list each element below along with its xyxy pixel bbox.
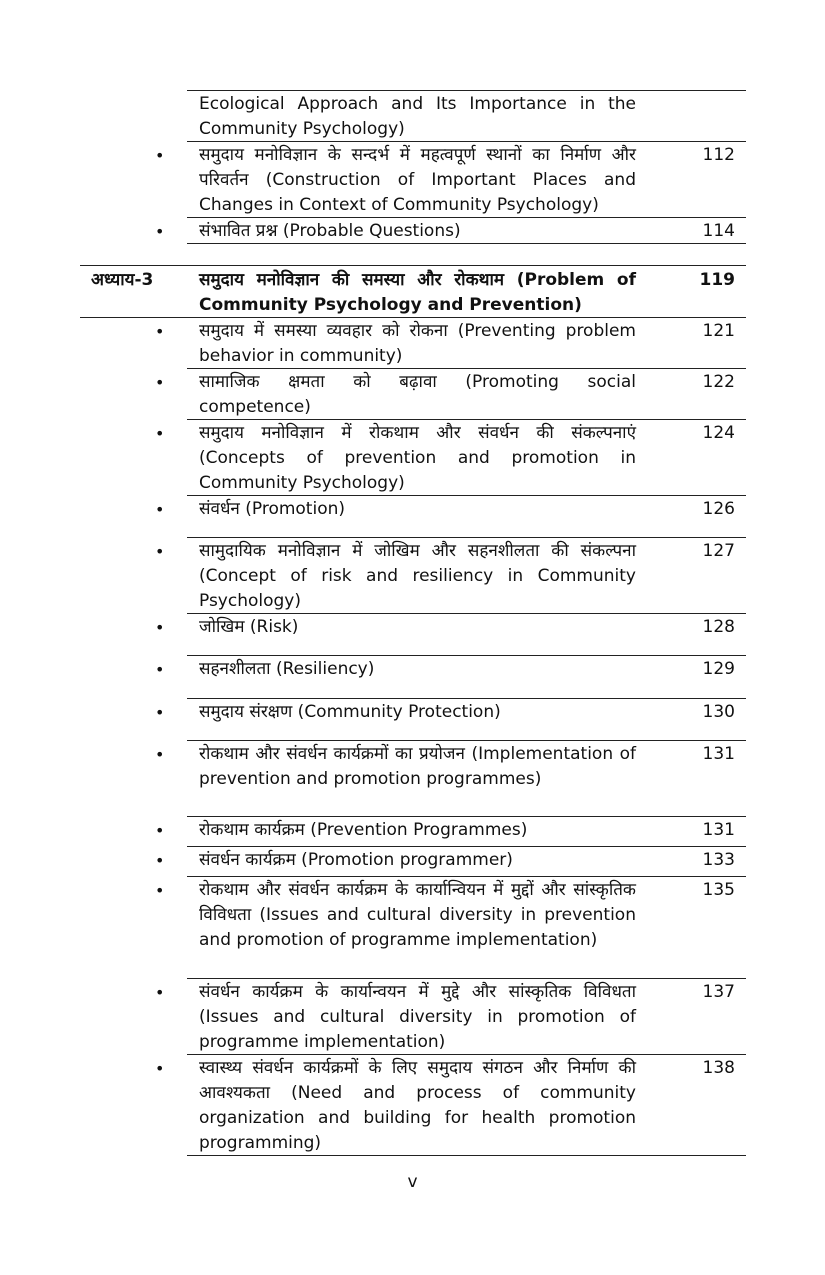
toc-entry-text: सामाजिक क्षमता को बढ़ावा (Promoting social competence) [199,372,636,417]
divider [187,1054,746,1055]
bullet-icon: • [155,322,165,341]
bullet-icon: • [155,500,165,519]
chapter-title: समुदाय मनोविज्ञान की समस्या और रोकथाम (Problem of Community Psychology and Prevention) [199,270,636,315]
bullet-icon: • [155,660,165,679]
toc-page-number: 126 [702,499,735,519]
toc-page-number: 121 [702,321,735,341]
toc-page-number: 124 [702,423,735,443]
bullet-icon: • [155,222,165,241]
bullet-icon: • [155,703,165,722]
toc-page-number: 133 [702,850,735,870]
chapter-divider [80,265,746,266]
toc-entry-text: जोखिम (Risk) [199,617,299,637]
page-number-footer: v [407,1172,418,1192]
toc-page-number: 112 [702,145,735,165]
bullet-icon: • [155,1059,165,1078]
divider [187,243,746,244]
chapter-divider [80,317,746,318]
bullet-icon: • [155,542,165,561]
toc-entry-text: संवर्धन कार्यक्रम के कार्यान्वयन में मुद्दे और सांस्कृतिक विविधता (Issues and cultural diversity in promotion of programme implementation) [199,982,636,1052]
divider [187,978,746,979]
divider [187,876,746,877]
toc-entry-text: Ecological Approach and Its Importance in the Community Psychology) [199,94,636,139]
divider [187,655,746,656]
divider [187,368,746,369]
divider [187,141,746,142]
toc-entry-text: समुदाय संरक्षण (Community Protection) [199,702,501,722]
toc-entry-text: रोकथाम और संवर्धन कार्यक्रमों का प्रयोजन (Implementation of prevention and promotion programmes) [199,744,636,789]
divider [187,1155,746,1156]
chapter-label: अध्याय-3 [91,270,154,290]
bullet-icon: • [155,881,165,900]
divider [187,816,746,817]
bullet-icon: • [155,424,165,443]
toc-entry-text: स्वास्थ्य संवर्धन कार्यक्रमों के लिए समुदाय संगठन और निर्माण की आवश्यकता (Need and process of community organization and building for health promotion programming) [199,1058,636,1153]
toc-entry-text: सामुदायिक मनोविज्ञान में जोखिम और सहनशीलता की संकल्पना (Concept of risk and resiliency in Community Psychology) [199,541,636,611]
bullet-icon: • [155,745,165,764]
toc-entry-text: रोकथाम और संवर्धन कार्यक्रम के कार्यान्वियन में मुद्दों और सांस्कृतिक विविधता (Issues and cultural diversity in prevention and promotion of programme implementation) [199,880,636,950]
toc-entry-text: समुदाय मनोविज्ञान में रोकथाम और संवर्धन की संकल्पनाएं (Concepts of prevention and promotion in Community Psychology) [199,423,636,493]
chapter-page-number: 119 [699,270,735,290]
toc-page-number: 135 [702,880,735,900]
toc-entry-text: संभावित प्रश्न (Probable Questions) [199,221,461,241]
divider [187,740,746,741]
toc-entry-text: संवर्धन (Promotion) [199,499,345,519]
toc-page-number: 122 [702,372,735,392]
divider [187,90,746,91]
toc-page-number: 137 [702,982,735,1002]
toc-entry-text: संवर्धन कार्यक्रम (Promotion programmer) [199,850,513,870]
bullet-icon: • [155,618,165,637]
toc-page-number: 130 [702,702,735,722]
toc-entry-text: रोकथाम कार्यक्रम (Prevention Programmes) [199,820,528,840]
divider [187,613,746,614]
bullet-icon: • [155,373,165,392]
toc-page-number: 127 [702,541,735,561]
toc-page-number: 131 [702,744,735,764]
toc-page-number: 114 [702,221,735,241]
divider [187,698,746,699]
bullet-icon: • [155,851,165,870]
bullet-icon: • [155,983,165,1002]
toc-page-number: 131 [702,820,735,840]
divider [187,419,746,420]
bullet-icon: • [155,146,165,165]
divider [187,537,746,538]
divider [187,495,746,496]
toc-page-number: 128 [702,617,735,637]
divider [187,846,746,847]
divider [187,217,746,218]
toc-entry-text: सहनशीलता (Resiliency) [199,659,375,679]
toc-entry-text: समुदाय मनोविज्ञान के सन्दर्भ में महत्वपूर्ण स्थानों का निर्माण और परिवर्तन (Construction of Important Places and Changes in Context of Community Psychology) [199,145,636,215]
bullet-icon: • [155,821,165,840]
toc-entry-text: समुदाय में समस्या व्यवहार को रोकना (Preventing problem behavior in community) [199,321,636,366]
toc-page-number: 138 [702,1058,735,1078]
toc-page-number: 129 [702,659,735,679]
